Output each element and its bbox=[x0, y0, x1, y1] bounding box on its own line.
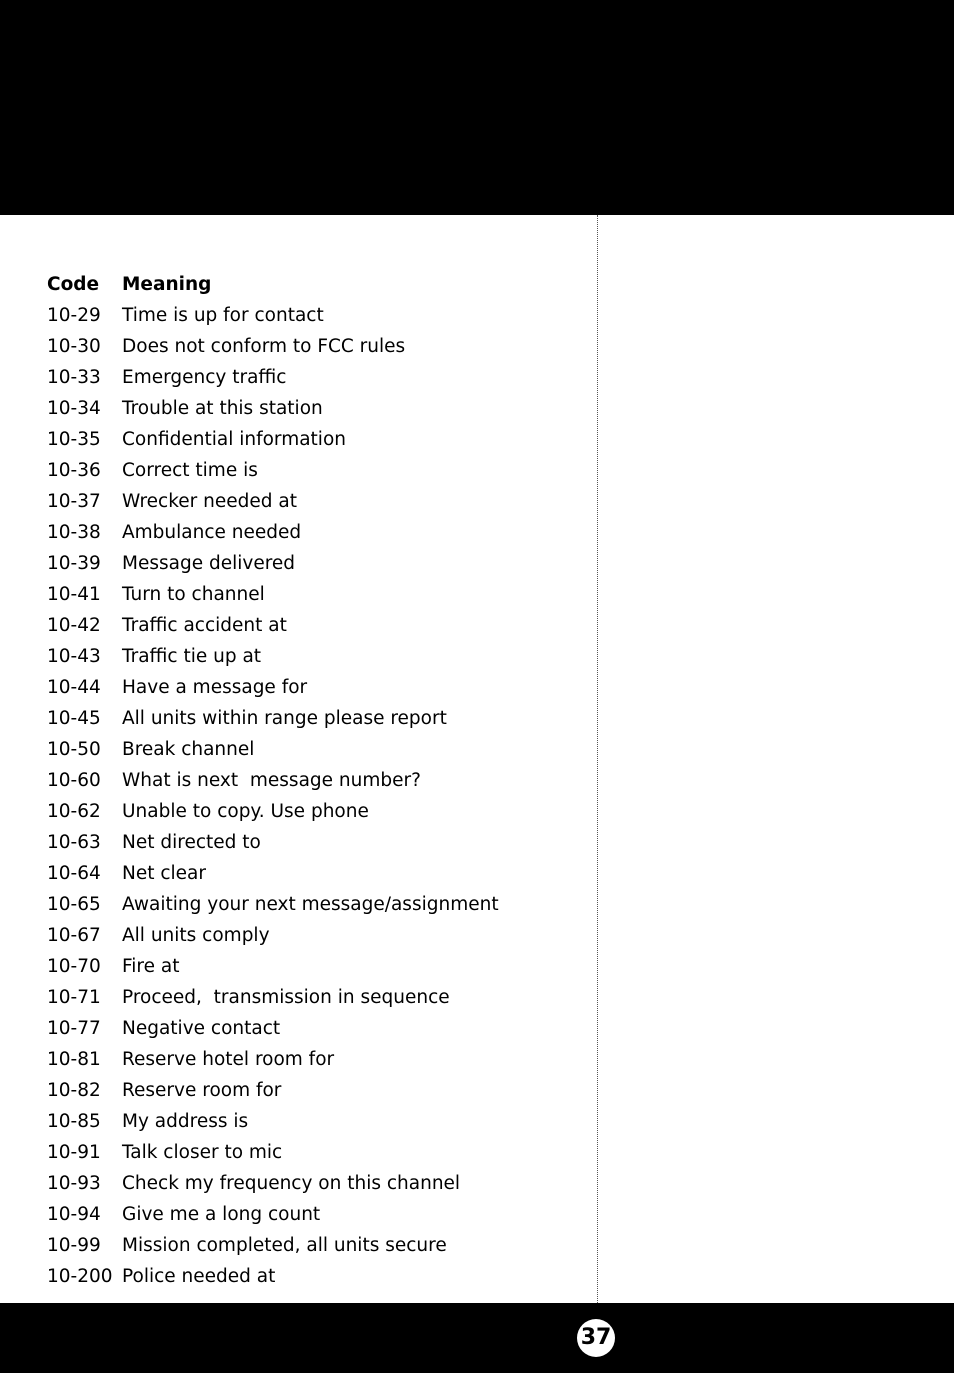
row-code: 10-50 bbox=[47, 739, 101, 760]
row-meaning: Mission completed, all units secure bbox=[122, 1235, 447, 1256]
top-black-band bbox=[0, 0, 954, 215]
row-meaning: Negative contact bbox=[122, 1018, 281, 1039]
code-column-header: Code bbox=[47, 274, 100, 295]
row-code: 10-67 bbox=[47, 925, 101, 946]
row-meaning: All units comply bbox=[122, 925, 270, 946]
row-code: 10-71 bbox=[47, 987, 101, 1008]
row-meaning: Ambulance needed bbox=[122, 522, 302, 543]
row-code: 10-99 bbox=[47, 1235, 101, 1256]
row-code: 10-63 bbox=[47, 832, 101, 853]
row-code: 10-60 bbox=[47, 770, 101, 791]
row-meaning: Turn to channel bbox=[122, 584, 265, 605]
row-code: 10-93 bbox=[47, 1173, 101, 1194]
row-code: 10-41 bbox=[47, 584, 101, 605]
row-meaning: Traffic accident at bbox=[122, 615, 287, 636]
row-meaning: Traffic tie up at bbox=[122, 646, 262, 667]
row-meaning: Proceed, transmission in sequence bbox=[122, 987, 450, 1008]
row-code: 10-81 bbox=[47, 1049, 101, 1070]
row-code: 10-82 bbox=[47, 1080, 101, 1101]
row-code: 10-35 bbox=[47, 429, 101, 450]
row-meaning: Give me a long count bbox=[122, 1204, 321, 1225]
row-meaning: Check my frequency on this channel bbox=[122, 1173, 461, 1194]
row-meaning: Reserve hotel room for bbox=[122, 1049, 335, 1070]
row-meaning: Fire at bbox=[122, 956, 180, 977]
row-meaning: My address is bbox=[122, 1111, 249, 1132]
bottom-black-band bbox=[0, 1303, 954, 1373]
row-code: 10-200 bbox=[47, 1266, 113, 1287]
row-code: 10-94 bbox=[47, 1204, 101, 1225]
row-meaning: Time is up for contact bbox=[122, 305, 324, 326]
row-code: 10-45 bbox=[47, 708, 101, 729]
row-meaning: Trouble at this station bbox=[122, 398, 323, 419]
row-meaning: Unable to copy. Use phone bbox=[122, 801, 369, 822]
row-meaning: Awaiting your next message/assignment bbox=[122, 894, 499, 915]
meaning-column-header: Meaning bbox=[122, 274, 212, 295]
row-code: 10-34 bbox=[47, 398, 101, 419]
row-code: 10-62 bbox=[47, 801, 101, 822]
row-code: 10-70 bbox=[47, 956, 101, 977]
row-meaning: Talk closer to mic bbox=[122, 1142, 283, 1163]
row-code: 10-29 bbox=[47, 305, 101, 326]
row-code: 10-44 bbox=[47, 677, 101, 698]
row-code: 10-91 bbox=[47, 1142, 101, 1163]
row-meaning: Message delivered bbox=[122, 553, 296, 574]
row-meaning: Confidential information bbox=[122, 429, 346, 450]
row-code: 10-77 bbox=[47, 1018, 101, 1039]
row-code: 10-42 bbox=[47, 615, 101, 636]
row-meaning: Correct time is bbox=[122, 460, 258, 481]
row-meaning: Does not conform to FCC rules bbox=[122, 336, 406, 357]
row-code: 10-85 bbox=[47, 1111, 101, 1132]
row-meaning: What is next message number? bbox=[122, 770, 421, 791]
row-code: 10-39 bbox=[47, 553, 101, 574]
row-meaning: Net clear bbox=[122, 863, 206, 884]
row-code: 10-30 bbox=[47, 336, 101, 357]
row-code: 10-38 bbox=[47, 522, 101, 543]
row-meaning: Break channel bbox=[122, 739, 255, 760]
row-code: 10-64 bbox=[47, 863, 101, 884]
row-code: 10-43 bbox=[47, 646, 101, 667]
row-meaning: All units within range please report bbox=[122, 708, 447, 729]
row-code: 10-65 bbox=[47, 894, 101, 915]
page-number-badge: 37 bbox=[577, 1319, 615, 1357]
row-meaning: Reserve room for bbox=[122, 1080, 282, 1101]
row-code: 10-33 bbox=[47, 367, 101, 388]
row-meaning: Emergency traffic bbox=[122, 367, 287, 388]
row-code: 10-37 bbox=[47, 491, 101, 512]
row-meaning: Net directed to bbox=[122, 832, 261, 853]
row-meaning: Wrecker needed at bbox=[122, 491, 297, 512]
row-meaning: Police needed at bbox=[122, 1266, 276, 1287]
row-meaning: Have a message for bbox=[122, 677, 308, 698]
dotted-column-divider bbox=[597, 215, 598, 1303]
row-code: 10-36 bbox=[47, 460, 101, 481]
